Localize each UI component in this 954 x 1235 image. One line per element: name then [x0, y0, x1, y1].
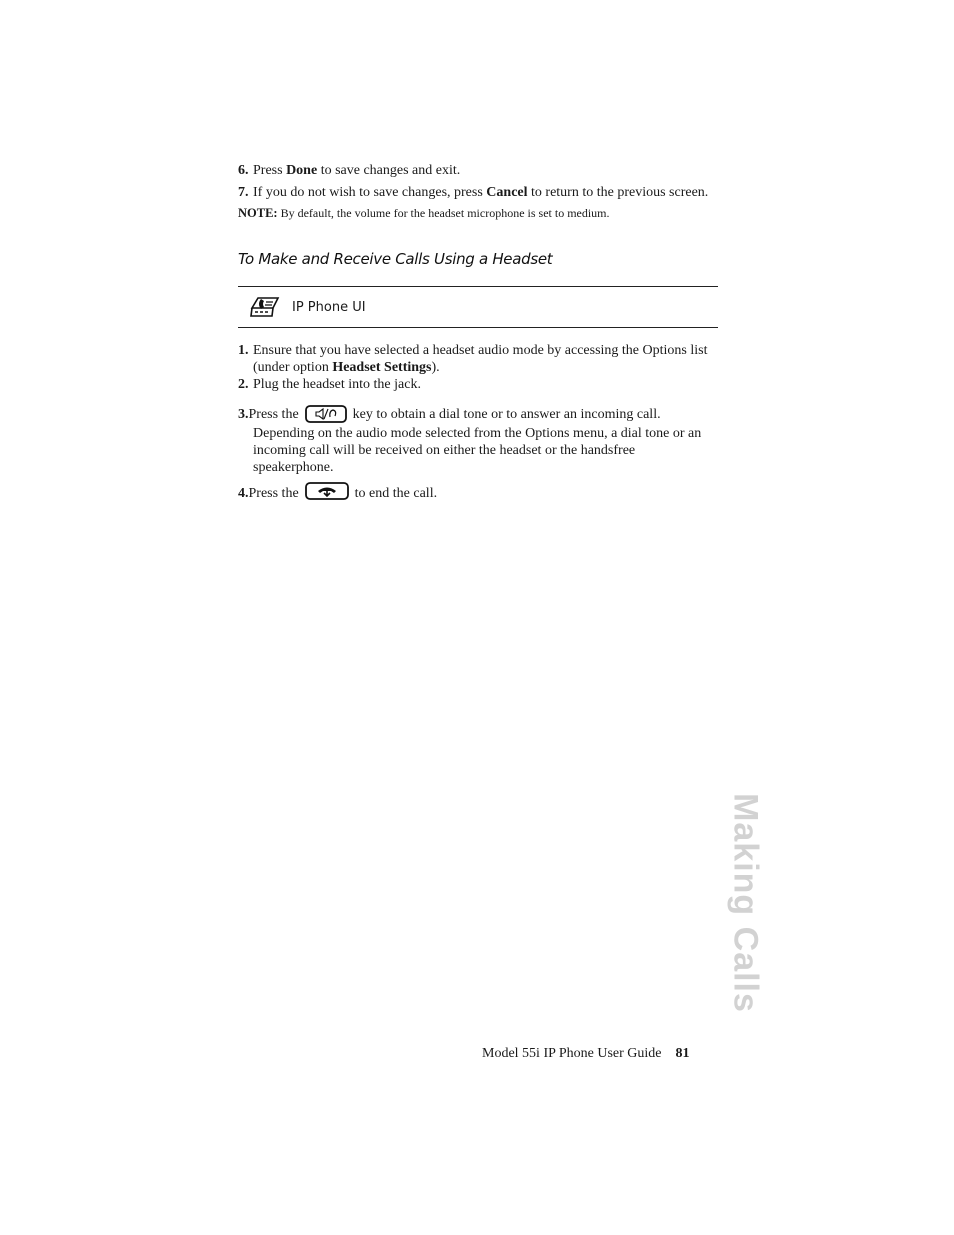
step-4: 4. Press the to end the call.: [238, 485, 718, 502]
headset-settings-term: Headset Settings: [332, 360, 432, 375]
done-term: Done: [286, 163, 318, 178]
chapter-side-tab-label: Making Calls: [726, 792, 765, 1013]
speaker-headset-key-icon: [305, 405, 347, 423]
step-2: 2. Plug the headset into the jack.: [238, 377, 421, 392]
note-label: NOTE:: [238, 206, 278, 220]
cancel-term: Cancel: [486, 185, 528, 200]
section-title: To Make and Receive Calls Using a Headset: [238, 250, 553, 268]
step-1: 1. Ensure that you have selected a headset audio mode by accessing the Options list (under option Headset Settings).: [238, 343, 708, 375]
ip-phone-ui-bar: [238, 286, 718, 328]
step-6: 6. Press Done to save changes and exit.: [238, 163, 461, 178]
note-text: By default, the volume for the headset microphone is set to medium.: [277, 206, 610, 220]
page-footer: [482, 1046, 690, 1062]
step-number: 6.: [238, 163, 249, 178]
step-7: 7. If you do not wish to save changes, press Cancel to return to the previous screen.: [238, 185, 709, 200]
step-3: 3. Press the key to obtain a dial tone or to answer an incoming call.: [238, 406, 661, 422]
step-number: 7.: [238, 185, 249, 200]
goodbye-key-icon: [305, 482, 349, 500]
ip-phone-ui-label: IP Phone UI: [292, 299, 366, 315]
step-number: 2.: [238, 377, 249, 392]
step-3-continuation: Depending on the audio mode selected from the Options menu, a dial tone or an incoming call will be received on either the headset or the handsfree speakerphone.: [253, 426, 702, 475]
ip-phone-icon: [248, 294, 282, 320]
page-content: [238, 162, 718, 502]
note: [238, 206, 718, 221]
page-number: 81: [675, 1046, 690, 1061]
step-number: 3.: [238, 406, 249, 422]
footer-title: Model 55i IP Phone User Guide: [482, 1046, 662, 1061]
step-number: 1.: [238, 343, 249, 358]
step-number: 4.: [238, 486, 249, 501]
chapter-side-tab: [722, 790, 768, 1015]
